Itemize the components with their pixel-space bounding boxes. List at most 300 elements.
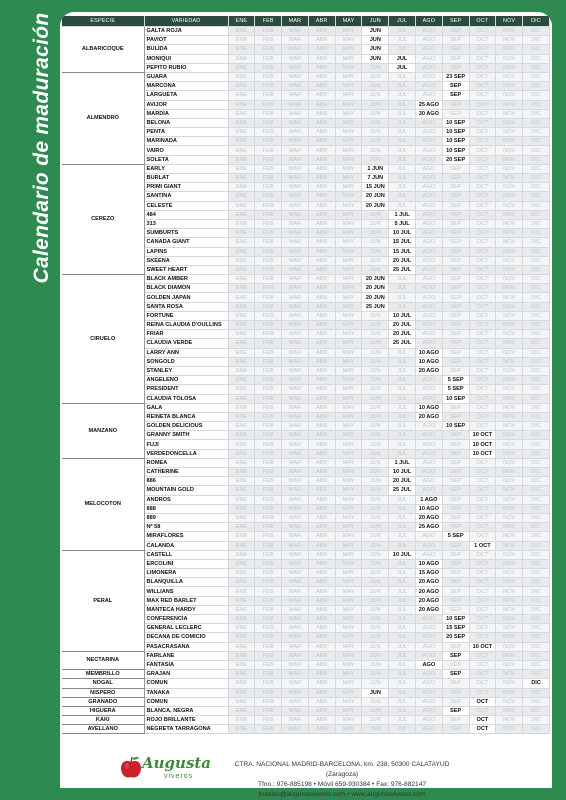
- month-cell: ABR: [308, 569, 335, 578]
- month-cell: ENE: [228, 624, 255, 633]
- month-cell: SEP: [442, 45, 469, 54]
- ripening-date-cell: 20 AGO: [415, 412, 442, 421]
- month-cell: OCT: [469, 210, 496, 219]
- month-cell: MAR: [282, 615, 309, 624]
- month-cell: JUL: [389, 523, 416, 532]
- month-cell: DIC: [523, 82, 550, 91]
- month-cell: JUN: [362, 679, 389, 688]
- ripening-date-cell: 10 SEP: [442, 137, 469, 146]
- month-cell: MAR: [282, 45, 309, 54]
- month-cell: ENE: [228, 118, 255, 127]
- month-cell: MAR: [282, 366, 309, 375]
- month-cell: MAR: [282, 651, 309, 660]
- month-cell: OCT: [469, 229, 496, 238]
- ripening-date-cell: 20 AGO: [415, 513, 442, 522]
- month-cell: FEB: [255, 155, 282, 164]
- month-cell: ENE: [228, 210, 255, 219]
- month-cell: FEB: [255, 321, 282, 330]
- month-cell: ABR: [308, 201, 335, 210]
- month-cell: DIC: [523, 495, 550, 504]
- ripening-date-cell: 20 JUN: [362, 284, 389, 293]
- month-cell: NOV: [496, 504, 523, 513]
- month-cell: AGO: [415, 293, 442, 302]
- month-cell: MAR: [282, 504, 309, 513]
- month-cell: MAR: [282, 403, 309, 412]
- month-cell: OCT: [469, 256, 496, 265]
- variety-cell: REINETA BLANCA: [144, 412, 228, 421]
- month-cell: SEP: [442, 100, 469, 109]
- month-cell: AGO: [415, 72, 442, 81]
- month-cell: ABR: [308, 247, 335, 256]
- ripening-date-cell: 20 SEP: [442, 155, 469, 164]
- month-cell: AGO: [415, 164, 442, 173]
- month-cell: ABR: [308, 164, 335, 173]
- ripening-date-cell: 7 JUN: [362, 174, 389, 183]
- month-cell: JUN: [362, 633, 389, 642]
- month-cell: FEB: [255, 578, 282, 587]
- month-cell: OCT: [469, 36, 496, 45]
- month-cell: FEB: [255, 642, 282, 651]
- month-cell: ABR: [308, 27, 335, 36]
- ripening-date-cell: OCT: [469, 716, 496, 725]
- month-cell: DIC: [523, 118, 550, 127]
- ripening-date-cell: 1 JUL: [389, 210, 416, 219]
- month-cell: MAY: [335, 412, 362, 421]
- month-cell: AGO: [415, 725, 442, 734]
- month-cell: FEB: [255, 45, 282, 54]
- month-cell: AGO: [415, 91, 442, 100]
- month-cell: JUN: [362, 458, 389, 467]
- brand-logo: [120, 754, 210, 790]
- month-cell: MAY: [335, 679, 362, 688]
- month-cell: ABR: [308, 339, 335, 348]
- ripening-date-cell: JUN: [362, 45, 389, 54]
- month-cell: AGO: [415, 532, 442, 541]
- month-cell: OCT: [469, 596, 496, 605]
- month-cell: ENE: [228, 82, 255, 91]
- month-cell: DIC: [523, 293, 550, 302]
- month-cell: JUL: [389, 624, 416, 633]
- ripening-date-cell: JUN: [362, 36, 389, 45]
- month-cell: JUN: [362, 605, 389, 614]
- month-cell: SEP: [442, 219, 469, 228]
- month-cell: DIC: [523, 45, 550, 54]
- variety-cell: REINA CLAUDIA D'OULLINS: [144, 321, 228, 330]
- variety-cell: ANDROS: [144, 495, 228, 504]
- month-cell: MAY: [335, 697, 362, 706]
- species-cell: CIRUELO: [62, 275, 144, 404]
- ripening-date-cell: 20 AGO: [415, 366, 442, 375]
- month-cell: ABR: [308, 36, 335, 45]
- month-cell: NOV: [496, 716, 523, 725]
- variety-cell: GOLDEN DELICIOUS: [144, 422, 228, 431]
- species-cell: MELOCOTON: [62, 458, 144, 550]
- month-cell: NOV: [496, 559, 523, 568]
- month-cell: AGO: [415, 118, 442, 127]
- month-cell: FEB: [255, 559, 282, 568]
- month-cell: JUN: [362, 486, 389, 495]
- month-cell: AGO: [415, 63, 442, 72]
- month-cell: OCT: [469, 293, 496, 302]
- ripening-date-cell: 1 JUN: [362, 164, 389, 173]
- variety-cell: CASTELL: [144, 550, 228, 559]
- month-cell: MAY: [335, 275, 362, 284]
- month-cell: ENE: [228, 265, 255, 274]
- month-cell: MAY: [335, 265, 362, 274]
- month-cell: NOV: [496, 642, 523, 651]
- month-cell: OCT: [469, 339, 496, 348]
- month-cell: OCT: [469, 128, 496, 137]
- month-cell: MAR: [282, 706, 309, 715]
- month-cell: ENE: [228, 587, 255, 596]
- month-cell: JUN: [362, 725, 389, 734]
- month-cell: DIC: [523, 725, 550, 734]
- month-cell: OCT: [469, 155, 496, 164]
- month-cell: FEB: [255, 146, 282, 155]
- month-cell: ENE: [228, 36, 255, 45]
- ripening-date-cell: 10 AGO: [415, 357, 442, 366]
- month-cell: DIC: [523, 596, 550, 605]
- month-cell: NOV: [496, 146, 523, 155]
- month-cell: MAY: [335, 458, 362, 467]
- month-cell: ABR: [308, 403, 335, 412]
- month-cell: AGO: [415, 128, 442, 137]
- ripening-date-cell: 10 AGO: [415, 348, 442, 357]
- month-cell: FEB: [255, 706, 282, 715]
- variety-cell: WILLIANS: [144, 587, 228, 596]
- month-cell: MAR: [282, 716, 309, 725]
- month-cell: SEP: [442, 247, 469, 256]
- variety-cell: MARDIA: [144, 109, 228, 118]
- month-cell: JUN: [362, 137, 389, 146]
- ripening-date-cell: SEP: [442, 82, 469, 91]
- variety-cell: 313: [144, 219, 228, 228]
- month-cell: JUL: [389, 587, 416, 596]
- month-cell: AGO: [415, 302, 442, 311]
- variety-cell: COMUN: [144, 697, 228, 706]
- month-cell: OCT: [469, 311, 496, 320]
- month-cell: MAY: [335, 302, 362, 311]
- ripening-date-cell: 20 JUL: [389, 321, 416, 330]
- month-cell: OCT: [469, 394, 496, 403]
- ripening-date-cell: 20 SEP: [442, 633, 469, 642]
- month-cell: JUL: [389, 100, 416, 109]
- month-cell: MAR: [282, 293, 309, 302]
- month-cell: DIC: [523, 348, 550, 357]
- month-cell: JUL: [389, 284, 416, 293]
- month-cell: ENE: [228, 366, 255, 375]
- month-cell: ABR: [308, 54, 335, 63]
- month-cell: NOV: [496, 275, 523, 284]
- month-cell: ENE: [228, 146, 255, 155]
- month-cell: MAR: [282, 36, 309, 45]
- month-cell: SEP: [442, 311, 469, 320]
- month-cell: MAR: [282, 330, 309, 339]
- contact-info: [222, 760, 462, 800]
- month-cell: DIC: [523, 615, 550, 624]
- month-cell: OCT: [469, 238, 496, 247]
- month-cell: DIC: [523, 219, 550, 228]
- month-cell: OCT: [469, 495, 496, 504]
- month-cell: NOV: [496, 495, 523, 504]
- month-cell: MAR: [282, 192, 309, 201]
- month-cell: NOV: [496, 532, 523, 541]
- month-cell: DIC: [523, 137, 550, 146]
- month-cell: MAY: [335, 183, 362, 192]
- month-cell: JUN: [362, 91, 389, 100]
- month-cell: NOV: [496, 357, 523, 366]
- table-row: [62, 706, 550, 715]
- month-cell: MAR: [282, 63, 309, 72]
- month-cell: NOV: [496, 688, 523, 697]
- month-cell: JUN: [362, 431, 389, 440]
- month-cell: OCT: [469, 477, 496, 486]
- ripening-date-cell: 25 AGO: [415, 100, 442, 109]
- month-cell: OCT: [469, 82, 496, 91]
- month-cell: NOV: [496, 36, 523, 45]
- month-cell: ENE: [228, 183, 255, 192]
- month-cell: MAY: [335, 366, 362, 375]
- month-cell: AGO: [415, 192, 442, 201]
- month-cell: MAR: [282, 596, 309, 605]
- ripening-date-cell: 25 JUL: [389, 486, 416, 495]
- month-cell: SEP: [442, 412, 469, 421]
- header-month: ABR: [308, 16, 335, 27]
- month-cell: AGO: [415, 311, 442, 320]
- month-cell: JUN: [362, 311, 389, 320]
- month-cell: ABR: [308, 468, 335, 477]
- table-row: [62, 403, 550, 412]
- month-cell: MAY: [335, 541, 362, 550]
- month-cell: ENE: [228, 238, 255, 247]
- month-cell: SEP: [442, 403, 469, 412]
- month-cell: JUL: [389, 660, 416, 669]
- species-cell: HIGUERA: [62, 706, 144, 715]
- month-cell: MAR: [282, 532, 309, 541]
- ripening-date-cell: 20 AGO: [415, 578, 442, 587]
- month-cell: FEB: [255, 91, 282, 100]
- month-cell: JUL: [389, 569, 416, 578]
- month-cell: AGO: [415, 174, 442, 183]
- month-cell: ABR: [308, 587, 335, 596]
- month-cell: JUN: [362, 495, 389, 504]
- variety-cell: LARGUETA: [144, 91, 228, 100]
- ripening-date-cell: 30 AGO: [415, 109, 442, 118]
- ripening-date-cell: JUN: [362, 27, 389, 36]
- species-cell: GRANADO: [62, 697, 144, 706]
- month-cell: NOV: [496, 210, 523, 219]
- month-cell: FEB: [255, 293, 282, 302]
- month-cell: NOV: [496, 670, 523, 679]
- month-cell: MAY: [335, 238, 362, 247]
- month-cell: SEP: [442, 27, 469, 36]
- month-cell: NOV: [496, 412, 523, 421]
- month-cell: SEP: [442, 513, 469, 522]
- month-cell: JUN: [362, 716, 389, 725]
- month-cell: AGO: [415, 256, 442, 265]
- month-cell: DIC: [523, 440, 550, 449]
- month-cell: OCT: [469, 321, 496, 330]
- month-cell: OCT: [469, 403, 496, 412]
- month-cell: SEP: [442, 164, 469, 173]
- month-cell: DIC: [523, 100, 550, 109]
- variety-cell: 484: [144, 210, 228, 219]
- month-cell: JUN: [362, 348, 389, 357]
- month-cell: ENE: [228, 219, 255, 228]
- brand-subtitle: viveros: [164, 773, 194, 780]
- species-cell: NISPERO: [62, 688, 144, 697]
- month-cell: JUL: [389, 385, 416, 394]
- month-cell: NOV: [496, 164, 523, 173]
- ripening-date-cell: 20 JUL: [389, 330, 416, 339]
- ripening-date-cell: AGO: [415, 660, 442, 669]
- ripening-date-cell: 10 JUL: [389, 311, 416, 320]
- month-cell: DIC: [523, 36, 550, 45]
- month-cell: OCT: [469, 192, 496, 201]
- month-cell: NOV: [496, 697, 523, 706]
- month-cell: MAR: [282, 523, 309, 532]
- month-cell: SEP: [442, 275, 469, 284]
- month-cell: JUL: [389, 642, 416, 651]
- table-row: [62, 550, 550, 559]
- month-cell: OCT: [469, 458, 496, 467]
- month-cell: SEP: [442, 504, 469, 513]
- month-cell: SEP: [442, 679, 469, 688]
- month-cell: MAR: [282, 265, 309, 274]
- month-cell: NOV: [496, 247, 523, 256]
- variety-cell: SOLETA: [144, 155, 228, 164]
- month-cell: DIC: [523, 366, 550, 375]
- month-cell: JUL: [389, 605, 416, 614]
- month-cell: MAY: [335, 164, 362, 173]
- table-row: [62, 72, 550, 81]
- month-cell: MAY: [335, 109, 362, 118]
- ripening-date-cell: 10 SEP: [442, 146, 469, 155]
- variety-cell: LAPINS: [144, 247, 228, 256]
- month-cell: ENE: [228, 449, 255, 458]
- month-cell: JUL: [389, 495, 416, 504]
- variety-cell: SANTINA: [144, 192, 228, 201]
- month-cell: SEP: [442, 256, 469, 265]
- month-cell: NOV: [496, 706, 523, 715]
- variety-cell: GALA: [144, 403, 228, 412]
- month-cell: ABR: [308, 513, 335, 522]
- month-cell: FEB: [255, 651, 282, 660]
- month-cell: NOV: [496, 679, 523, 688]
- month-cell: FEB: [255, 513, 282, 522]
- month-cell: JUL: [389, 302, 416, 311]
- month-cell: NOV: [496, 615, 523, 624]
- month-cell: JUL: [389, 440, 416, 449]
- month-cell: OCT: [469, 633, 496, 642]
- month-cell: MAR: [282, 284, 309, 293]
- month-cell: SEP: [442, 477, 469, 486]
- ripening-date-cell: 25 JUN: [362, 302, 389, 311]
- month-cell: JUN: [362, 440, 389, 449]
- month-cell: JUN: [362, 256, 389, 265]
- month-cell: ABR: [308, 210, 335, 219]
- month-cell: OCT: [469, 688, 496, 697]
- month-cell: MAY: [335, 651, 362, 660]
- month-cell: ENE: [228, 468, 255, 477]
- month-cell: JUL: [389, 45, 416, 54]
- month-cell: MAY: [335, 587, 362, 596]
- ripening-date-cell: 10 AGO: [415, 504, 442, 513]
- month-cell: JUL: [389, 91, 416, 100]
- header-month: NOV: [496, 16, 523, 27]
- month-cell: MAY: [335, 486, 362, 495]
- month-cell: ENE: [228, 174, 255, 183]
- month-cell: JUN: [362, 155, 389, 164]
- month-cell: DIC: [523, 385, 550, 394]
- month-cell: NOV: [496, 201, 523, 210]
- month-cell: FEB: [255, 394, 282, 403]
- month-cell: ENE: [228, 550, 255, 559]
- ripening-date-cell: 10 AGO: [415, 559, 442, 568]
- month-cell: NOV: [496, 449, 523, 458]
- month-cell: AGO: [415, 449, 442, 458]
- month-cell: FEB: [255, 183, 282, 192]
- month-cell: MAR: [282, 431, 309, 440]
- month-cell: MAR: [282, 468, 309, 477]
- month-cell: FEB: [255, 440, 282, 449]
- month-cell: NOV: [496, 458, 523, 467]
- month-cell: JUN: [362, 513, 389, 522]
- month-cell: DIC: [523, 164, 550, 173]
- variety-cell: BLACK AMBER: [144, 275, 228, 284]
- month-cell: SEP: [442, 265, 469, 274]
- month-cell: NOV: [496, 174, 523, 183]
- table-row: [62, 679, 550, 688]
- month-cell: OCT: [469, 72, 496, 81]
- month-cell: FEB: [255, 100, 282, 109]
- month-cell: MAR: [282, 174, 309, 183]
- month-cell: JUN: [362, 468, 389, 477]
- variety-cell: PENTA: [144, 128, 228, 137]
- month-cell: JUN: [362, 587, 389, 596]
- month-cell: JUN: [362, 541, 389, 550]
- ripening-date-cell: DIC: [523, 679, 550, 688]
- month-cell: OCT: [469, 265, 496, 274]
- month-cell: ABR: [308, 63, 335, 72]
- month-cell: NOV: [496, 155, 523, 164]
- ripening-date-cell: JUN: [362, 54, 389, 63]
- month-cell: MAY: [335, 137, 362, 146]
- month-cell: SEP: [442, 569, 469, 578]
- table-row: [62, 725, 550, 734]
- month-cell: OCT: [469, 201, 496, 210]
- month-cell: FEB: [255, 716, 282, 725]
- month-cell: ABR: [308, 192, 335, 201]
- month-cell: MAR: [282, 201, 309, 210]
- calendar-sheet: [60, 12, 552, 788]
- month-cell: SEP: [442, 210, 469, 219]
- ripening-date-cell: 10 JUL: [389, 550, 416, 559]
- month-cell: MAR: [282, 137, 309, 146]
- month-cell: DIC: [523, 394, 550, 403]
- month-cell: ABR: [308, 670, 335, 679]
- month-cell: DIC: [523, 477, 550, 486]
- month-cell: DIC: [523, 449, 550, 458]
- month-cell: DIC: [523, 183, 550, 192]
- month-cell: MAY: [335, 624, 362, 633]
- ripening-date-cell: SEP: [442, 651, 469, 660]
- variety-cell: GENERAL LECLERC: [144, 624, 228, 633]
- month-cell: AGO: [415, 541, 442, 550]
- table-row: [62, 670, 550, 679]
- month-cell: JUN: [362, 128, 389, 137]
- month-cell: FEB: [255, 477, 282, 486]
